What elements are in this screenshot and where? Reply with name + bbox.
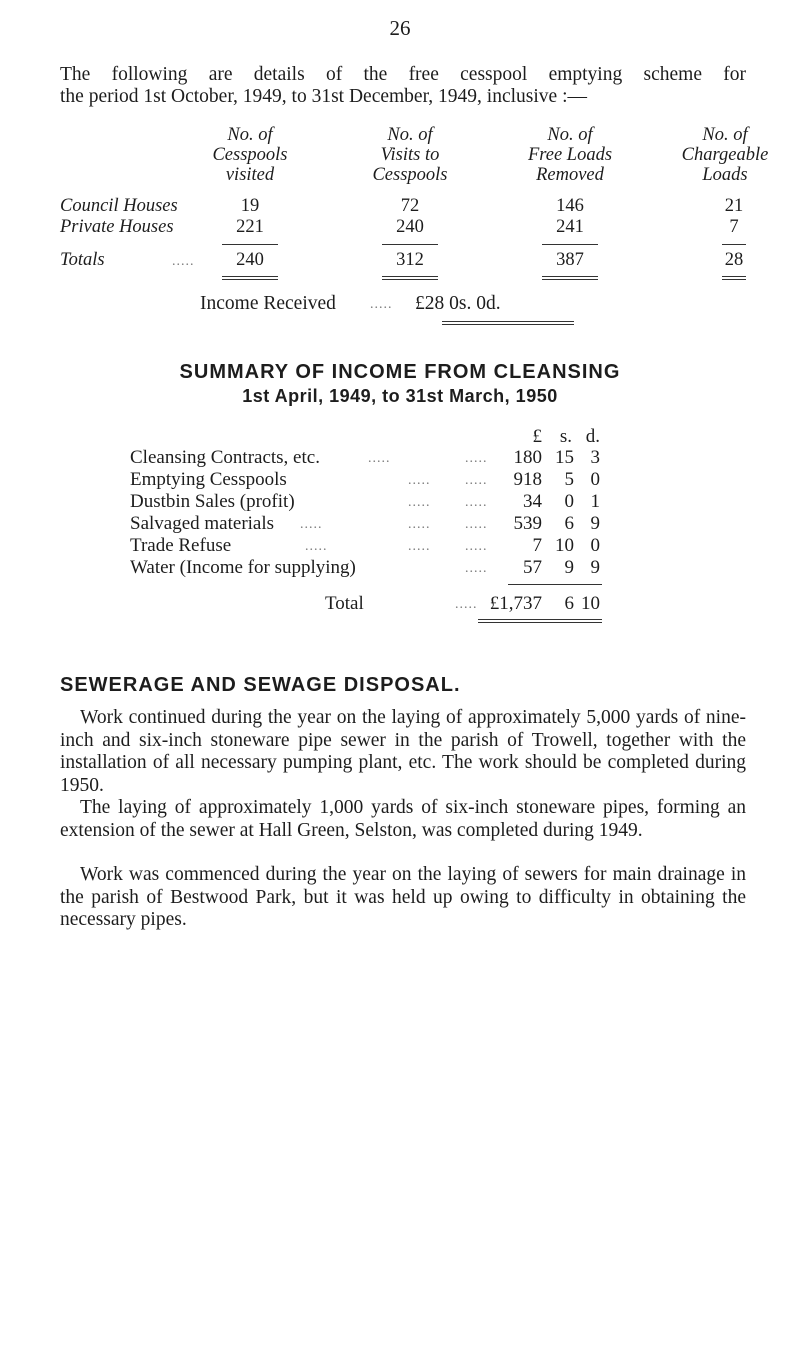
summary-total-pounds: £1,737 <box>489 593 542 614</box>
leader-dots: ..... <box>408 517 431 532</box>
leader-dots: ..... <box>370 297 393 312</box>
table-cell: 19 <box>240 196 260 216</box>
summary-pounds: 57 <box>523 557 542 578</box>
summary-pence: 0 <box>590 469 600 490</box>
summary-pounds: 7 <box>532 535 542 556</box>
header-line: Chargeable <box>681 145 769 165</box>
rule <box>542 244 598 245</box>
leader-dots: ..... <box>305 539 328 554</box>
leader-dots: ..... <box>465 495 488 510</box>
double-rule <box>382 276 438 280</box>
rule <box>382 244 438 245</box>
summary-shillings: 10 <box>555 535 574 556</box>
leader-dots: ..... <box>465 473 488 488</box>
table-cell: 21 <box>724 196 744 216</box>
header-line: Cesspools <box>372 165 448 185</box>
leader-dots: ..... <box>465 517 488 532</box>
col-header-pounds: £ <box>532 426 542 447</box>
table-cell: 241 <box>556 217 584 237</box>
row-label-council-houses: Council Houses <box>60 196 178 216</box>
header-line: No. of <box>227 125 273 145</box>
header-line: Visits to <box>380 145 440 165</box>
summary-row-label: Trade Refuse <box>130 535 232 556</box>
table-cell: 312 <box>396 250 424 270</box>
summary-row-label: Emptying Cesspools <box>130 469 287 490</box>
row-label-private-houses: Private Houses <box>60 217 174 237</box>
leader-dots: ..... <box>455 597 478 612</box>
summary-pence: 0 <box>590 535 600 556</box>
header-line: No. of <box>387 125 433 145</box>
leader-dots: ..... <box>300 517 323 532</box>
summary-pence: 9 <box>590 557 600 578</box>
double-rule <box>542 276 598 280</box>
paragraph-text: The laying of approximately 1,000 yards of six-inch stoneware pipes, forming an extension of the sewer at Hall Green, Selston, was completed during 1949. <box>60 797 746 841</box>
leader-dots: ..... <box>408 495 431 510</box>
intro-line-2: the period 1st October, 1949, to 31st December, 1949, inclusive :— <box>60 86 587 107</box>
paragraph <box>60 707 746 797</box>
table-cell: 240 <box>236 250 264 270</box>
header-free-loads-removed <box>495 125 645 185</box>
summary-pounds: 539 <box>513 513 542 534</box>
section-heading-sewerage: SEWERAGE AND SEWAGE DISPOSAL. <box>60 674 461 696</box>
double-rule <box>222 276 278 280</box>
summary-total-shillings: 6 <box>564 593 574 614</box>
summary-row-label: Cleansing Contracts, etc. <box>130 447 320 468</box>
header-line: visited <box>225 165 275 185</box>
income-received-label: Income Received <box>200 293 336 314</box>
summary-pounds: 34 <box>523 491 542 512</box>
summary-shillings: 9 <box>564 557 574 578</box>
rule <box>722 244 746 245</box>
summary-shillings: 0 <box>564 491 574 512</box>
summary-total-label: Total <box>325 593 364 614</box>
page-number: 26 <box>389 16 411 40</box>
header-line: Cesspools <box>212 145 288 165</box>
col-header-pence: d. <box>585 426 600 447</box>
row-label-totals: Totals <box>60 250 105 270</box>
leader-dots: ..... <box>172 254 195 269</box>
summary-pence: 9 <box>590 513 600 534</box>
summary-pounds: 918 <box>513 469 542 490</box>
table-cell: 240 <box>396 217 424 237</box>
double-rule <box>722 276 746 280</box>
header-line: No. of <box>702 125 748 145</box>
header-visits-to-cesspools <box>340 125 480 185</box>
summary-row-label: Water (Income for supplying) <box>130 557 356 578</box>
rule <box>508 584 602 585</box>
summary-subtitle: 1st April, 1949, to 31st March, 1950 <box>242 386 558 406</box>
summary-row-label: Dustbin Sales (profit) <box>130 491 295 512</box>
double-rule <box>478 619 602 623</box>
summary-shillings: 6 <box>564 513 574 534</box>
header-line: Free Loads <box>527 145 613 165</box>
table-cell: 72 <box>400 196 420 216</box>
summary-title: SUMMARY OF INCOME FROM CLEANSING <box>179 361 621 383</box>
summary-pence: 3 <box>590 447 600 468</box>
paragraph <box>60 864 746 932</box>
leader-dots: ..... <box>408 473 431 488</box>
header-cesspools-visited <box>180 125 320 185</box>
summary-row-label: Salvaged materials <box>130 513 275 534</box>
leader-dots: ..... <box>465 561 488 576</box>
paragraph <box>60 797 746 842</box>
summary-total-pence: 10 <box>581 593 600 614</box>
double-rule <box>442 321 574 325</box>
summary-shillings: 15 <box>555 447 574 468</box>
col-header-shillings: s. <box>559 426 572 447</box>
table-cell: 387 <box>556 250 584 270</box>
leader-dots: ..... <box>465 539 488 554</box>
leader-dots: ..... <box>408 539 431 554</box>
leader-dots: ..... <box>368 451 391 466</box>
header-chargeable-loads <box>660 125 790 185</box>
leader-dots: ..... <box>465 451 488 466</box>
rule <box>222 244 278 245</box>
header-line: Loads <box>702 165 748 185</box>
table-cell: 221 <box>236 217 264 237</box>
table-cell: 146 <box>556 196 584 216</box>
summary-pounds: 180 <box>513 447 542 468</box>
intro-line-1: The following are details of the free cesspool emptying scheme for <box>60 64 746 85</box>
income-received-value: £28 0s. 0d. <box>415 293 501 314</box>
table-cell: 28 <box>724 250 744 270</box>
header-line: Removed <box>536 165 604 185</box>
paragraph-text: Work continued during the year on the laying of approximately 5,000 yards of nine-inch and six-inch stoneware pipe sewer in the parish of Trowell, together with the installation of all necessary pumping plant, etc. The work should be completed during 1950. <box>60 707 746 796</box>
table-cell: 7 <box>729 217 739 237</box>
paragraph-text: Work was commenced during the year on the laying of sewers for main drainage in the parish of Bestwood Park, but it was held up owing to difficulty in obtaining the necessary pipes. <box>60 864 746 930</box>
header-line: No. of <box>547 125 593 145</box>
summary-shillings: 5 <box>564 469 574 490</box>
summary-pence: 1 <box>590 491 600 512</box>
